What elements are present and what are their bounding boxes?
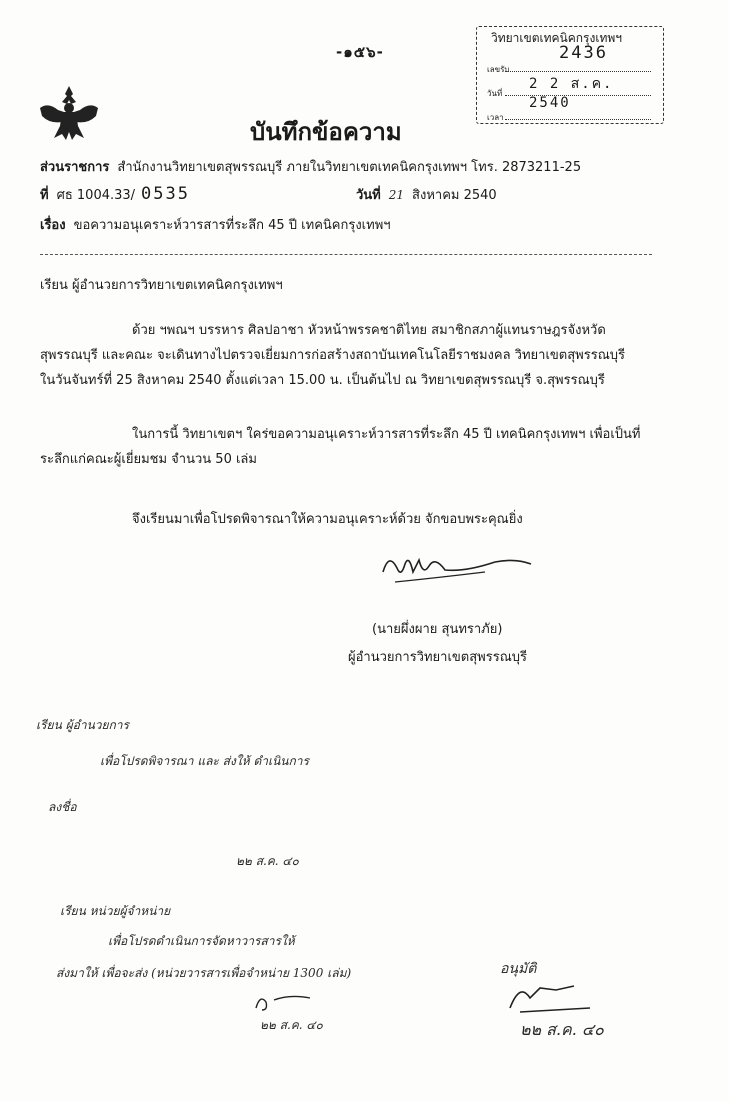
stamp-no-value: 2436 — [559, 43, 608, 63]
paragraph-1-line-1: ด้วย ฯพณฯ บรรหาร ศิลปอาชา หัวหน้าพรรคชาติไทย สมาชิกสภาผู้แทนราษฎรจังหวัด — [132, 323, 606, 338]
signature-mark — [375, 542, 535, 592]
subject-value: ขอความอนุเคราะห์วารสารที่ระลึก 45 ปี เทคนิคกรุงเทพฯ — [73, 218, 391, 233]
handwritten-note-3: ลงชื่อ — [48, 800, 77, 814]
department-line — [40, 156, 581, 177]
date-value: สิงหาคม 2540 — [412, 188, 497, 203]
stamp-time-line — [505, 119, 651, 120]
closing: จึงเรียนมาเพื่อโปรดพิจารณาให้ความอนุเคราะห์ด้วย จักขอบพระคุณยิ่ง — [132, 512, 523, 527]
paragraph-1 — [40, 318, 660, 393]
reference-prefix: ศธ 1004.33/ — [56, 188, 136, 203]
page-number: -๑๕๖- — [336, 43, 384, 61]
receipt-stamp — [476, 26, 664, 124]
garuda-emblem-icon — [38, 82, 100, 144]
stamp-time-label: เวลา — [487, 113, 504, 122]
stamp-date-value: 2 2 ส.ค. 2540 — [529, 76, 614, 111]
handwritten-note-7: ส่งมาให้ เพื่อจะส่ง (หน่วยวารสารเพื่อจำหน่าย 1300 เล่ม) — [56, 966, 352, 980]
paragraph-2 — [40, 422, 660, 472]
signer-position: ผู้อำนวยการวิทยาเขตสุพรรณบุรี — [348, 650, 528, 665]
signer-name: (นายผึ่งผาย สุนทราภัย) — [372, 622, 503, 637]
reference-number: 0535 — [141, 184, 190, 204]
handwritten-note-6: เพื่อโปรดดำเนินการจัดหาวารสารให้ — [108, 934, 295, 948]
salutation: เรียน ผู้อำนวยการวิทยาเขตเทคนิคกรุงเทพฯ — [40, 278, 283, 293]
handwritten-initials-right — [500, 978, 610, 1018]
header-divider — [40, 254, 652, 255]
stamp-no-label: เลขรับ — [487, 65, 510, 74]
reference-line — [40, 184, 190, 205]
date-day: 21 — [388, 188, 405, 202]
stamp-date-label: วันที่ — [487, 89, 503, 98]
paragraph-1-line-2: สุพรรณบุรี และคณะ จะเดินทางไปตรวจเยี่ยมการก่อสร้างสถาบันเทคโนโลยีราชมงคล วิทยาเขตสุพรรณบุรี — [40, 348, 625, 363]
department-value: สำนักงานวิทยาเขตสุพรรณบุรี ภายในวิทยาเขตเทคนิคกรุงเทพฯ โทร. 2873211-25 — [117, 160, 582, 175]
subject-line — [40, 214, 391, 235]
handwritten-note-4: ๒๒ ส.ค. ๔๐ — [236, 854, 299, 868]
paragraph-1-line-3: ในวันจันทร์ที่ 25 สิงหาคม 2540 ตั้งแต่เวลา 15.00 น. เป็นต้นไป ณ วิทยาเขตสุพรรณบุรี จ.สุพรรณบุรี — [40, 373, 605, 388]
date-line — [356, 184, 497, 205]
handwritten-initials-left — [250, 990, 330, 1014]
handwritten-note-8: ๒๒ ส.ค. ๔๐ — [260, 1018, 323, 1032]
stamp-title: วิทยาเขตเทคนิคกรุงเทพฯ — [491, 31, 623, 45]
date-label: วันที่ — [356, 188, 381, 203]
memo-title: บันทึกข้อความ — [250, 118, 402, 146]
handwritten-note-5: เรียน หน่วยผู้จำหน่าย — [60, 904, 171, 918]
reference-label: ที่ — [40, 188, 49, 203]
paragraph-2-line-1: ในการนี้ วิทยาเขตฯ ใคร่ขอความอนุเคราะห์วารสารที่ระลึก 45 ปี เทคนิคกรุงเทพฯ เพื่อเป็นที่ — [132, 427, 641, 442]
stamp-no-line — [505, 71, 651, 72]
handwritten-note-10: ๒๒ ส.ค. ๔๐ — [520, 1020, 604, 1039]
subject-label: เรื่อง — [40, 218, 66, 233]
handwritten-note-1: เรียน ผู้อำนวยการ — [36, 718, 129, 732]
handwritten-note-2: เพื่อโปรดพิจารณา และ ส่งให้ ดำเนินการ — [100, 754, 309, 768]
paragraph-2-line-2: ระลึกแก่คณะผู้เยี่ยมชม จำนวน 50 เล่ม — [40, 452, 257, 467]
department-label: ส่วนราชการ — [40, 160, 110, 175]
handwritten-note-9: อนุมัติ — [500, 961, 537, 977]
